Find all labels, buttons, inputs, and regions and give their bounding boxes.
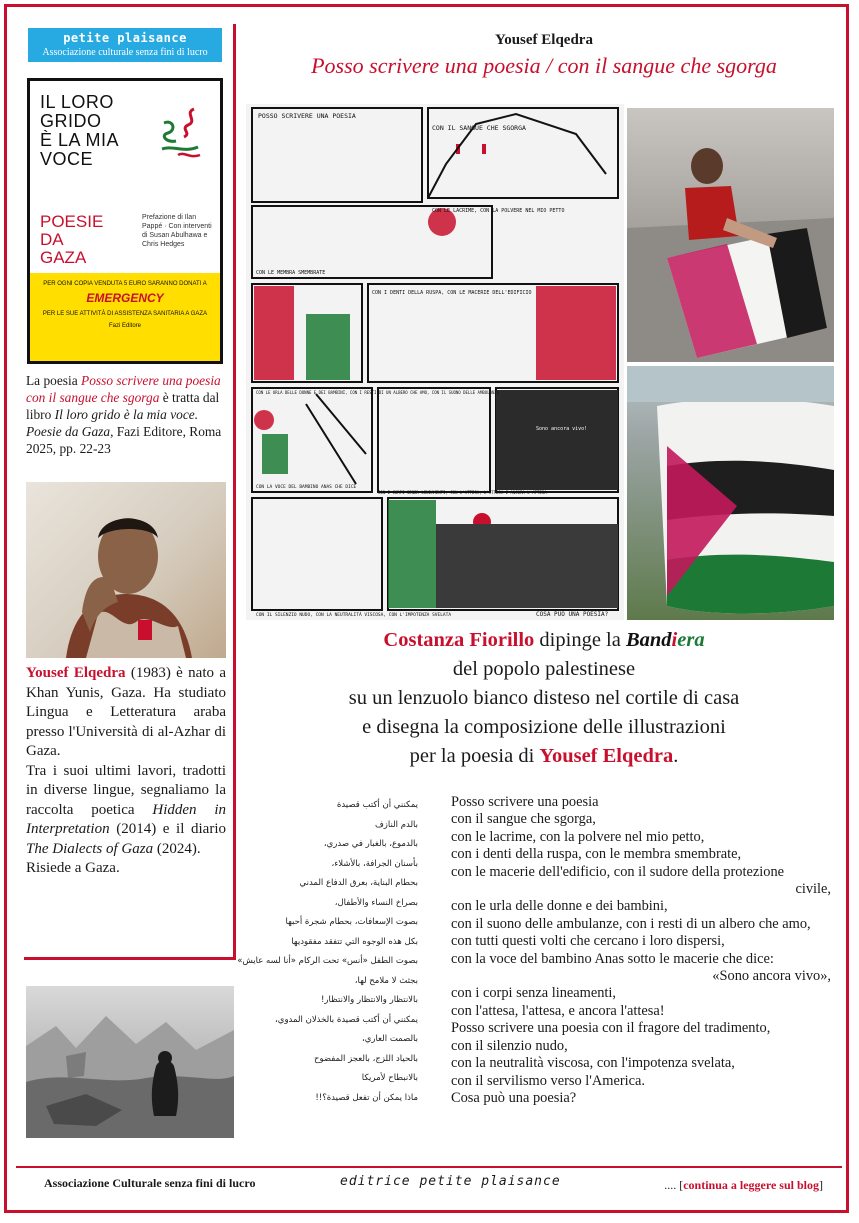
bio-work-title: Hidden in Interpretation (26, 801, 226, 837)
poem-arabic (222, 796, 418, 1108)
comic-caption: COSA PUÒ UNA POESIA? (536, 611, 609, 618)
poem-line: con la neutralità viscosa, con l'impotenza svelata, (451, 1055, 735, 1072)
blog-link[interactable]: continua a leggere sul blog (683, 1178, 819, 1192)
footer-blog (664, 1178, 823, 1193)
bio-text: (2014) e il diario (109, 821, 226, 837)
flag-word-black: Band (625, 629, 672, 651)
photo-flag-sheet (627, 366, 834, 620)
poet-name: Yousef Elqedra (495, 32, 593, 48)
statement-text: dipinge la (534, 629, 626, 651)
poem-line: Posso scrivere una poesia con il fragore del tradimento, (451, 1020, 771, 1037)
footer-prefix: .... [ (664, 1178, 684, 1192)
statement-line: su un lenzuolo bianco disteso nel cortile di casa (348, 687, 740, 709)
arabic-line: بكل هذه الوجوه التي تتفقد مفقوديها (291, 936, 418, 947)
book-title-line: È LA MIA (40, 130, 120, 150)
comic-caption: CON LA VOCE DEL BAMBINO ANAS CHE DICE (256, 485, 357, 490)
book-donation-band (30, 273, 220, 361)
poem-line: civile, (795, 881, 831, 898)
arabic-line: يمكنني أن أكتب قصيدة بالخذلان المدوي، (275, 1014, 418, 1025)
footer-suffix: ] (819, 1178, 823, 1192)
artist-statement (246, 626, 842, 771)
poem-line: Posso scrivere una poesia (451, 794, 599, 810)
arabic-line: يمكنني أن أكتب قصيدة (336, 800, 418, 810)
gaza-photo (26, 986, 234, 1138)
arabic-line: بصراخ النساء والأطفال، (334, 897, 418, 908)
book-title-line: IL LORO (40, 92, 114, 112)
arabic-line: بأسنان الجرافة، بالأشلاء، (331, 858, 418, 869)
poem-line: con le urla delle donne e dei bambini, (451, 898, 668, 915)
flag-word-green: era (677, 629, 705, 651)
poem-line: con il silenzio nudo, (451, 1037, 568, 1054)
flag-word-red: i (671, 629, 678, 651)
poem-line: con il servilismo verso l'America. (451, 1072, 646, 1089)
caption-middle: è tratta dal libro (26, 390, 220, 422)
bio-paragraph (26, 762, 226, 860)
donation-purpose: PER LE SUE ATTIVITÀ DI ASSISTENZA SANITARIA A GAZA (42, 311, 208, 317)
poet-portrait (26, 482, 226, 658)
comic-caption: CON IL SANGUE CHE SGORGA (432, 124, 526, 132)
poem-line: con il sangue che sgorga, (451, 811, 596, 828)
comic-caption: CON LE MEMBRA SMEMBRATE (256, 270, 326, 276)
poem-line: con le lacrime, con la polvere nel mio petto, (451, 828, 705, 845)
book-title (40, 93, 119, 169)
book-subtitle (40, 213, 103, 267)
arabic-line: بالدموع، بالغبار في صدري، (323, 839, 418, 849)
poem-line: «Sono ancora vivo», (712, 968, 831, 985)
arabic-line: بالانتظار والانتظار والانتظار! (320, 995, 418, 1005)
arabic-line: بصوت الطفل «أنس» تحت الركام «أنا لسه عايش» (237, 956, 418, 966)
book-subtitle-line: DA (40, 230, 64, 249)
comic-caption: CON LE LACRIME, CON LA POLVERE NEL MIO PETTO (432, 208, 565, 214)
arabic-line: ماذا يمكن أن تفعل قصيدة؟!! (315, 1092, 418, 1103)
statement-text: per la poesia di (409, 745, 540, 767)
comic-caption: CON I DENTI DELLA RUSPA, CON LE MACERIE DELL'EDIFICIO (372, 290, 532, 296)
caption-book-title: Il loro grido è la mia voce. Poesie da Gaza (26, 407, 199, 439)
comic-caption: POSSO SCRIVERE UNA POESIA (258, 112, 356, 120)
statement-line (246, 742, 842, 771)
bio-paragraph (26, 664, 226, 762)
caption-suffix: , Fazi Editore, Roma 2025, pp. 22-23 (26, 424, 222, 456)
caption-prefix: La poesia (26, 373, 82, 388)
donation-text: PER OGNI COPIA VENDUTA 5 EURO SARANNO DONATI A (43, 281, 207, 287)
banner-brand: petite plaisance (63, 31, 187, 45)
statement-text: . (673, 745, 679, 767)
banner-subtitle: Associazione culturale senza fini di lucro (42, 47, 208, 58)
poem-title: Posso scrivere una poesia / con il sangue che sgorga (311, 53, 777, 78)
arabic-line: بالدم النازف (375, 819, 418, 830)
poem-line: con la voce del bambino Anas sotto le macerie che dice: (451, 950, 774, 967)
book-caption (26, 372, 226, 457)
poem-line: con le macerie dell'edificio, con il sudore della protezione (451, 863, 785, 880)
poem-line: con l'attesa, l'attesa, e ancora l'attesa! (451, 1002, 665, 1019)
comic-illustration (246, 104, 624, 620)
book-title-line: GRIDO (40, 111, 102, 131)
arabic-line: بالحياد اللزج، بالعجز المفضوح (313, 1053, 418, 1064)
book-cover[interactable] (27, 78, 223, 364)
statement-line: e disegna la composizione delle illustrazioni (362, 716, 726, 738)
poet-bio (26, 664, 226, 879)
bio-text: Tra i suoi ultimi lavori, tradotti in diverse lingue, segnaliamo la raccolta poetica (26, 762, 226, 818)
book-credits: Prefazione di Ilan Pappé · Con interventi di Susan Abulhawa e Chris Hedges (142, 214, 212, 248)
arabic-line: بالصمت العاري، (361, 1034, 418, 1044)
bio-text: (1983) è nato a Khan Yunis, Gaza. Ha studiato Lingua e Letteratura araba presso l'Università di al-Azhar di Gaza. (26, 665, 226, 759)
comic-caption: CON I CORPI SENZA LINEAMENTI, CON L'ATTESA, L'ATTESA E ANCORA L'ATTESA (378, 490, 547, 495)
poem-italian (451, 794, 831, 1107)
caption-poem-title: Posso scrivere una poesia con il sangue che sgorga (26, 373, 221, 405)
book-subtitle-line: GAZA (40, 248, 87, 267)
book-subtitle-line: POESIE (40, 212, 104, 231)
arabic-line: بصوت الإسعافات، بحطام شجرة أحبها (285, 917, 418, 927)
arabic-line: بالانبطاح لأمريكا (361, 1073, 418, 1083)
poem-line: con i denti della ruspa, con le membra smembrate, (451, 846, 742, 863)
photo-painting-flag (627, 108, 834, 362)
comic-caption: Sono ancora vivo! (536, 426, 588, 432)
poem-line: con tutti questi volti che cercano i loro dispersi, (451, 933, 725, 950)
bio-text: (2024). (153, 840, 201, 857)
bio-paragraph: Risiede a Gaza. (26, 860, 120, 876)
poem-line: con il suono delle ambulanze, con i resti di un albero che amo, (451, 915, 811, 932)
arabic-line: بجثث لا ملامح لها، (354, 975, 418, 986)
comic-caption: CON LE URLA DELLE DONNE E DEI BAMBINI, CON I RESTI DI UN ALBERO CHE AMO, CON IL SUONO DELLE AMBULANZE (256, 390, 500, 395)
association-banner[interactable] (28, 28, 222, 62)
poem-line: con i corpi senza lineamenti, (451, 985, 617, 1002)
statement-poet: Yousef Elqedra (539, 745, 674, 767)
publisher-logo: Fazi Editore (108, 323, 141, 329)
bio-name: Yousef Elqedra (26, 665, 126, 681)
book-title-line: VOCE (40, 149, 94, 169)
arabic-line: بحطام البناية، بعرق الدفاع المدني (299, 878, 418, 888)
bio-work-title: The Dialects of Gaza (26, 840, 154, 857)
footer-publisher: editrice petite plaisance (340, 1174, 561, 1189)
statement-line (246, 626, 842, 655)
emergency-logo: EMERGENCY (86, 291, 164, 305)
comic-caption: CON IL SILENZIO NUDO, CON LA NEUTRALITÀ VISCOSA, CON L'IMPOTENZA SVELATA (256, 613, 452, 618)
footer-association: Associazione Culturale senza fini di lucro (44, 1176, 256, 1190)
calligraphy-logo (154, 103, 206, 163)
footer-divider (16, 1166, 842, 1168)
statement-line: del popolo palestinese (452, 658, 636, 680)
poem-line: Cosa può una poesia? (451, 1089, 577, 1106)
artist-name: Costanza Fiorillo (383, 629, 535, 651)
